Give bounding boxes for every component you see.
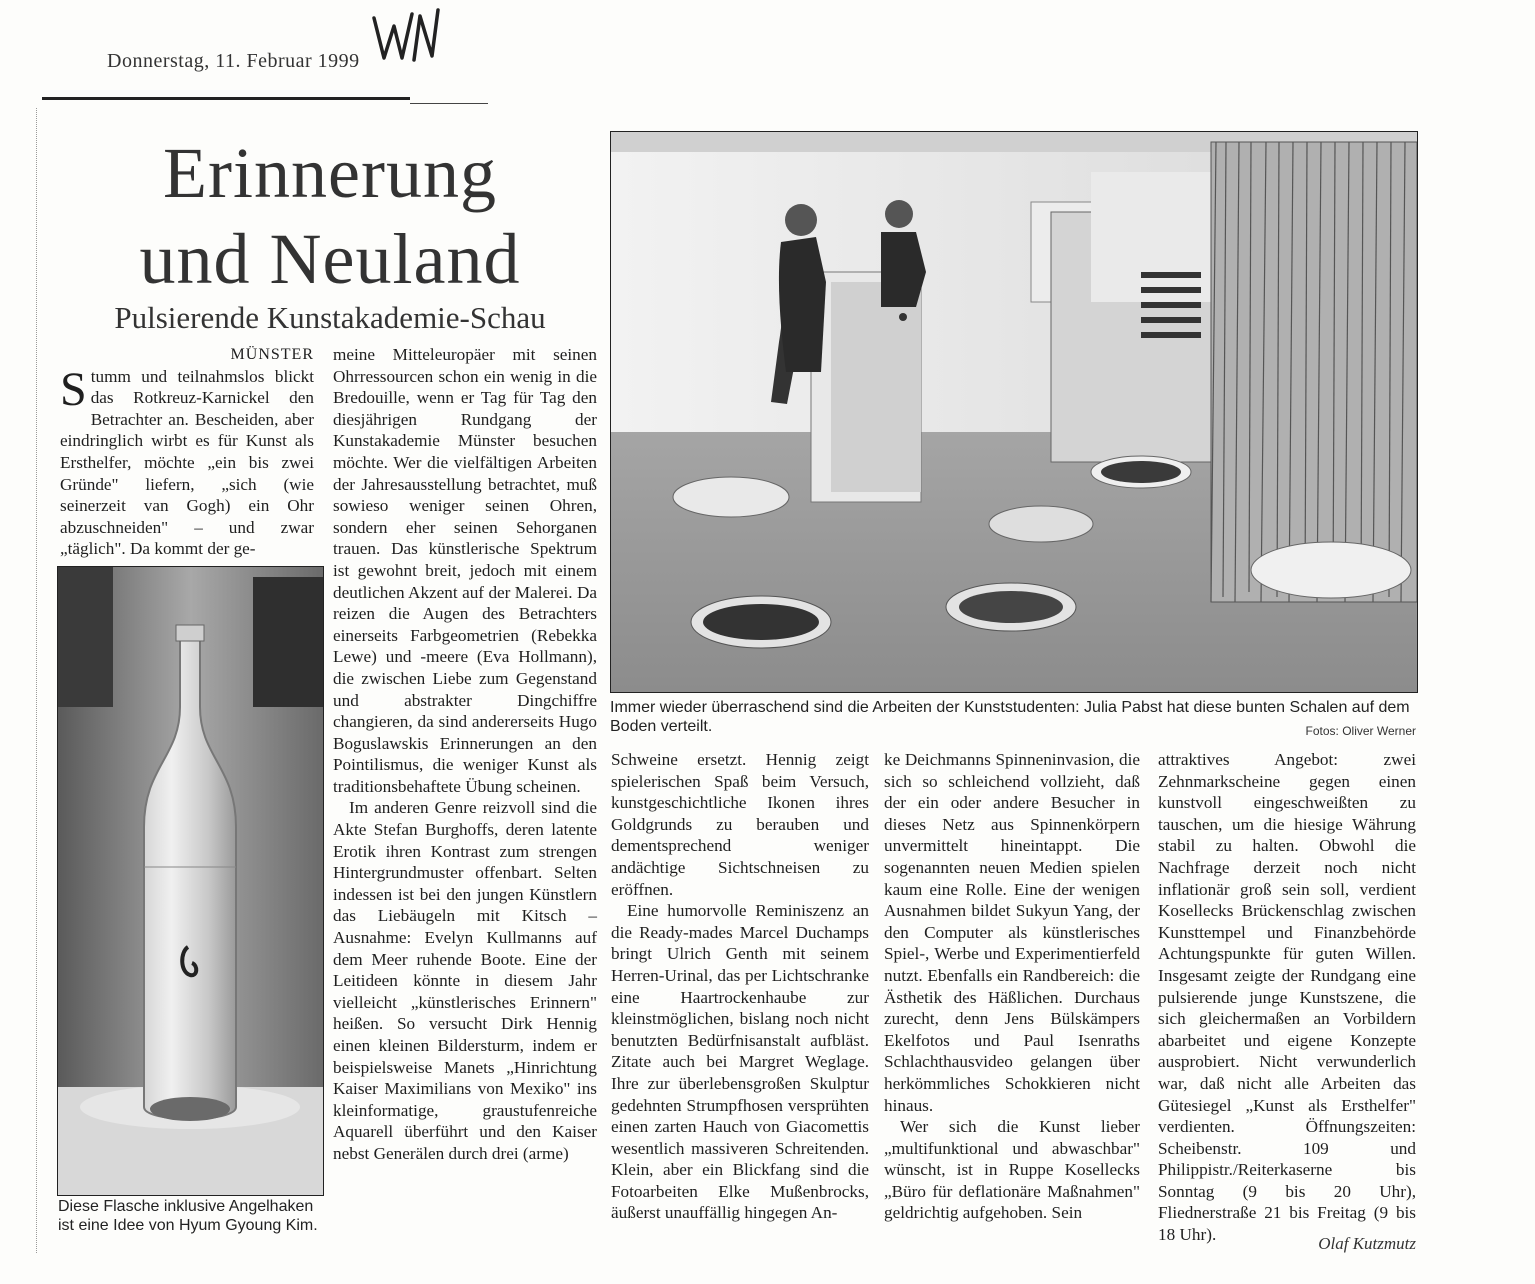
dropcap: S (60, 362, 87, 416)
article-column-4 (884, 749, 1140, 1224)
headline (60, 130, 600, 302)
article-column-2 (333, 344, 597, 1165)
photo-credit: Fotos: Oliver Werner (1305, 724, 1416, 738)
article-paragraph: meine Mitteleuropäer mit seinen Ohrressourcen schon ein wenig in die Bredouille, wenn er Tag für Tag den diesjährigen Rundgang der Kunstakademie Münster besuchen möchte. Wer die vielfältigen Arbeiten der Jahresausstellung betrachtet, muß sowieso weniger seinen Ohren, sondern eher seinen Sehorganen trauen. Das künstlerische Spektrum ist gewohnt breit, jedoch mit einem deutlichen Akzent auf der Malerei. Da reizen die Augen des Betrachters einerseits Farbgeometrien (Rebekka Lewe) und -meere (Eva Hollmann), die zwischen Liebe zum Gegenstand und abstrakter Dingchiffre changieren, da sind andererseits Hugo Boguslawskis Erinnerungen an den Pointilismus, die weniger Kunst als traditionsbehaftete Übung scheinen. (333, 345, 597, 796)
newspaper-logo (368, 6, 446, 76)
subheadline: Pulsierende Kunstakademie-Schau (114, 300, 546, 335)
exhibition-photo-caption: Immer wieder überraschend sind die Arbeiten der Kunststudenten: Julia Pabst hat diese bunten Schalen auf dem Boden verteilt. (610, 699, 1410, 735)
article-paragraph: Im anderen Genre reizvoll sind die Akte Stefan Burghoffs, deren latente Erotik ihren Kontrast zum strengen Hintergrundmuster offenbart. Selten indessen ist bei den jungen Künstlern das Liebäugeln mit Kitsch – Ausnahme: Evelyn Kullmanns auf dem Meer ruhende Boote. Eine der Leitideen könnte in diesem Jahr vielleicht „künstlerisches Erinnern" heißen. So versucht Dirk Hennig einen kleinen Bildersturm, indem er beispielsweise Manets „Hinrichtung Kaiser Maximilians von Mexiko" ins kleinformatige, graustufenreiche Aquarell überführt und den Kaiser nebst Generälen durch drei (arme) (333, 798, 597, 1163)
article-paragraph: ke Deichmanns Spinneninvasion, die sich so schleichend vollzieht, daß der ein oder andere Besucher in dieses Netz aus Spinnenkörpern unvermittelt hineintappt. Die sogenannten neuen Medien spielen kaum eine Rolle. Eine der wenigen Ausnahmen bildet Sukyun Yang, der den Computer als künstlerisches Spiel-, Werbe und Experimentierfeld nutzt. Ebenfalls ein Randbereich: die Ästhetik des Häßlichen. Durchaus zurecht, denn Jens Bülskämpers Ekelfotos und Paul Isenraths Schlachthausvideo gelangen über herkömmliches Schokkieren nicht hinaus. (884, 750, 1140, 1115)
header-rule (42, 97, 410, 100)
article-paragraph: tumm und teilnahmslos blickt das Rotkreuz-Karnickel den Betrachter an. Bescheiden, aber eindringlich wirbt es für Kunst als Ersthelfer, möchte „ein bis zwei Gründe" liefern, „sich (wie seinerzeit van Gogh) ein Ohr abzuschneiden" – und zwar „täglich". Da kommt der ge- (60, 366, 314, 559)
bottle-photo-caption: Diese Flasche inklusive Angelhaken ist eine Idee von Hyum Gyoung Kim. (58, 1198, 318, 1234)
article-column-5 (1158, 749, 1416, 1246)
article-column-1 (60, 344, 314, 560)
exhibition-image (611, 132, 1417, 692)
header-rule-thin (410, 103, 488, 104)
location-tag: MÜNSTER (230, 346, 314, 363)
article-paragraph: Eine humorvolle Reminiszenz an die Ready-mades Marcel Duchamps bringt Ulrich Genth mit seinem Herren-Urinal, das per Lichtschranke eine Haartrockenhaube zur kleinstmöglichen, bislang noch nicht benutzten Bedürfnisanstalt aufbläst. Zitate auch bei Margret Weglage. Ihre zur überlebensgroßen Skulptur gedehnten Strumpfhosen versprühten einen zarten Hauch von Giacomettis wesentlich massiveren Schreitenden. Klein, aber ein Blickfang sind die Fotoarbeiten Elke Mußenbrocks, äußerst unauffällig hingegen An- (611, 901, 869, 1223)
article-paragraph: attraktives Angebot: zwei Zehnmarkscheine gegen einen kunstvoll eingeschweißten zu tauschen, um die hiesige Währung stabil zu halten. Obwohl die Nachfrage derzeit noch nicht inflationär groß sein soll, verdient Kosellecks Brückenschlag zwischen Kunsttempel und Finanzbehörde Achtungspunkte für guten Willen. Insgesamt zeigte der Rundgang eine pulsierende junge Kunstszene, die sich gleichermaßen an Vorbildern abarbeitet und eigene Konzepte ausprobiert. Nicht verwunderlich war, daß nicht alle Arbeiten das Gütesiegel „Kunst als Ersthelfer" verdienten. Öffnungszeiten: Scheibenstr. 109 und Philippistr./Reiterkaserne bis Sonntag (9 bis 20 Uhr), Fliednerstraße 21 bis Freitag (9 bis 18 Uhr). (1158, 750, 1416, 1245)
page-edge-rule (36, 108, 37, 1253)
article-paragraph: Wer sich die Kunst lieber „multifunktional und abwaschbar" wünscht, ist in Ruppe Kosellecks „Büro für deflationäre Maßnahmen" geldrichtig aufgehoben. Sein (884, 1117, 1140, 1223)
headline-line-2: und Neuland (139, 219, 521, 299)
author-byline: Olaf Kutzmutz (1318, 1234, 1416, 1253)
headline-line-1: Erinnerung (163, 133, 497, 213)
bottle-image (58, 567, 323, 1195)
bottle-photo (57, 566, 324, 1196)
article-column-3 (611, 749, 869, 1224)
article-paragraph: Schweine ersetzt. Hennig zeigt spielerischen Spaß beim Versuch, kunstgeschichtliche Ikonen ihres Goldgrunds zu berauben und dementsprechend weniger andächtige Sichtschneisen zu eröffnen. (611, 750, 869, 899)
dateline: Donnerstag, 11. Februar 1999 (107, 50, 360, 72)
exhibition-photo (610, 131, 1418, 693)
